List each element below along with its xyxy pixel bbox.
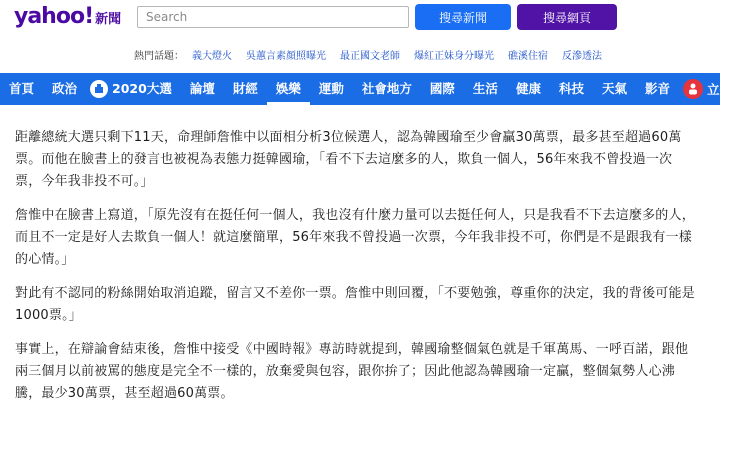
people-icon <box>683 79 703 99</box>
nav-item-tech[interactable]: 科技 <box>558 81 584 96</box>
nav-item-politics[interactable]: 政治 <box>52 81 78 96</box>
trending-link[interactable]: 礁溪住宿 <box>508 50 548 62</box>
nav-item-video[interactable]: 影音 <box>644 81 670 96</box>
article-paragraph: 距離總統大選只剩下11天，命理師詹惟中以面相分析3位候選人，認為韓國瑜至少會贏30萬票，最多甚至超過60萬票。而他在臉書上的發言也被視為表態力挺韓國瑜，「看不下去這麼多的人，欺負一個人，56年來我不曾投過一次票，今年我非投不可。」 <box>15 130 682 189</box>
trending-link[interactable]: 義大燈火 <box>192 50 232 62</box>
election-ballot-icon <box>90 80 108 98</box>
nav-item-weather[interactable]: 天氣 <box>601 81 627 96</box>
category-nav <box>0 73 750 105</box>
logo-section-name: 新聞 <box>95 12 122 27</box>
article-paragraph: 對此有不認同的粉絲開始取消追蹤，留言又不差你一票。詹惟中則回覆，「不要勉強，尊重你的決定，我的背後可能是1000票。」 <box>15 286 695 323</box>
article-paragraph: 詹惟中在臉書上寫道，「原先沒有在挺任何一個人，我也沒有什麼力量可以去挺任何人，只是我看不下去這麼多的人，而且不一定是好人去欺負一個人！就這麼簡單，56年來我不曾投過一次票，今年我非投不可，你們是不是跟我有一樣的心情。」 <box>15 208 695 267</box>
nav-item-legislator[interactable] <box>679 73 750 105</box>
search-news-button[interactable]: 搜尋新聞 <box>415 4 511 30</box>
nav-item-sports[interactable]: 運動 <box>318 81 344 96</box>
logo-wordmark: yahoo! <box>14 4 94 29</box>
nav-item-society[interactable]: 社會地方 <box>361 81 412 96</box>
yahoo-news-logo[interactable] <box>14 4 121 32</box>
trending-link[interactable]: 反滲透法 <box>562 50 602 62</box>
nav-item-election[interactable] <box>86 73 181 105</box>
nav-item-forum[interactable]: 論壇 <box>189 81 215 96</box>
search-web-button[interactable]: 搜尋網頁 <box>517 4 617 30</box>
trending-link[interactable]: 最正國文老師 <box>340 50 400 62</box>
trending-label: 熱門話題： <box>134 50 184 62</box>
trending-link[interactable]: 吳蕙言素顏照曝光 <box>246 50 326 62</box>
trending-link[interactable]: 爆紅正妹身分曝光 <box>414 50 494 62</box>
header-bar <box>0 0 720 36</box>
nav-item-international[interactable]: 國際 <box>429 81 455 96</box>
article-body <box>15 127 695 417</box>
nav-item-health[interactable]: 健康 <box>515 81 541 96</box>
nav-item-life[interactable]: 生活 <box>472 81 498 96</box>
trending-topics <box>134 46 616 62</box>
nav-item-legislator-label: 立委on <box>707 82 750 97</box>
search-input[interactable] <box>137 6 409 28</box>
article-paragraph: 事實上，在辯論會結束後，詹惟中接受《中國時報》專訪時就提到，韓國瑜整個氣色就是千軍萬馬、一呼百諾，跟他兩三個月以前被罵的態度是完全不一樣的，放棄愛與包容，跟你拚了；因此他認為韓國瑜一定贏，整個氣勢人心沸騰，最少30萬票，甚至超過60萬票。 <box>15 342 689 401</box>
nav-item-home[interactable]: 首頁 <box>9 81 35 96</box>
nav-item-finance[interactable]: 財經 <box>232 81 258 96</box>
nav-item-entertainment[interactable]: 娛樂 <box>267 73 310 105</box>
nav-item-election-label: 2020大選 <box>112 81 172 96</box>
